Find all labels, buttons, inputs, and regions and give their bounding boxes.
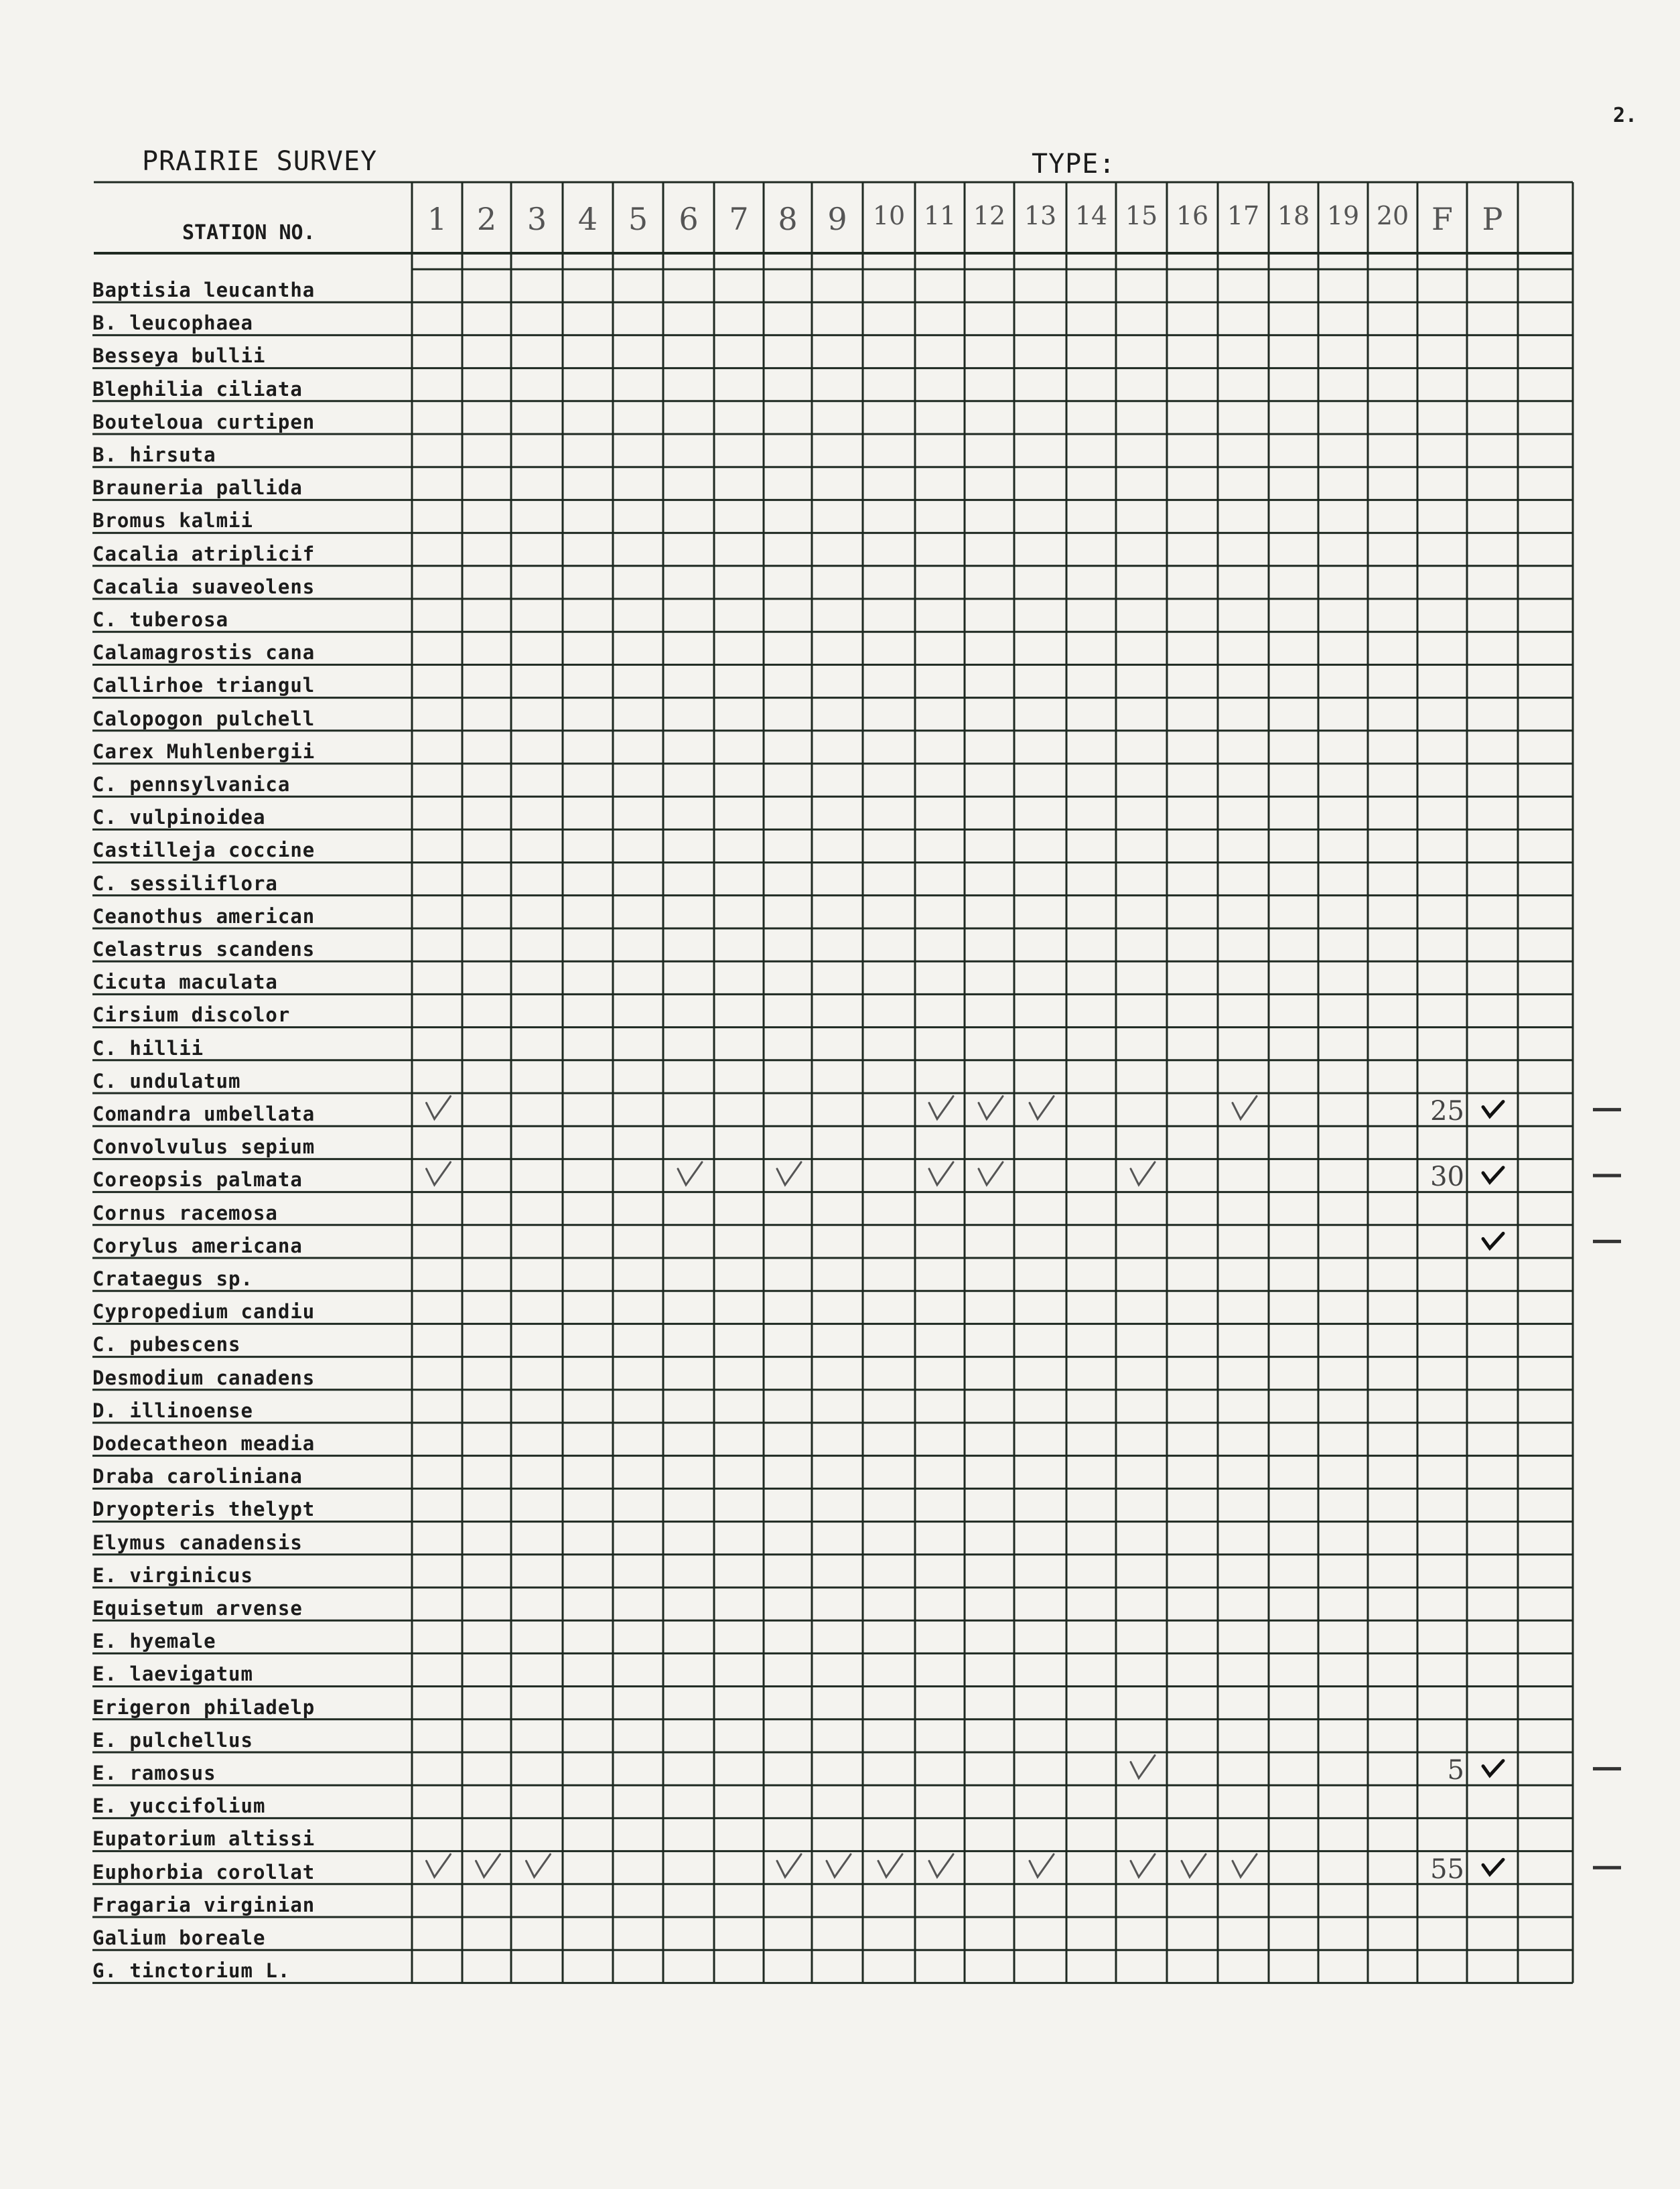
species-label: E. virginicus (92, 1563, 253, 1587)
station-check-icon (1131, 1756, 1155, 1778)
station-check-icon (427, 1854, 451, 1877)
species-label: C. sessiliflora (92, 871, 278, 895)
column-header: 4 (577, 201, 598, 237)
station-check-icon (878, 1854, 902, 1877)
column-header: 13 (1024, 201, 1057, 230)
station-check-icon (929, 1854, 953, 1877)
species-label: Ceanothus american (92, 904, 316, 928)
column-header: F (1431, 201, 1453, 237)
species-label: Dryopteris thelypt (92, 1498, 316, 1521)
presence-check-icon (1483, 1233, 1503, 1248)
species-label: Carex Muhlenbergii (92, 739, 316, 763)
frequency-value: 30 (1430, 1161, 1464, 1193)
species-label: C. vulpinoidea (92, 806, 266, 829)
species-label: Bromus kalmii (92, 509, 253, 533)
column-header: 10 (872, 201, 906, 230)
species-label: E. yuccifolium (92, 1794, 266, 1818)
species-label: Galium boreale (92, 1926, 266, 1949)
species-label: E. ramosus (92, 1762, 216, 1784)
station-check-icon (678, 1162, 702, 1185)
species-label: Corylus americana (92, 1234, 303, 1257)
station-check-icon (427, 1097, 451, 1119)
species-label: Calopogon pulchell (92, 707, 316, 730)
species-label: Cacalia atriplicif (92, 542, 316, 565)
station-check-icon (1131, 1854, 1155, 1877)
column-header: 19 (1326, 201, 1360, 230)
column-header: 8 (778, 201, 798, 237)
presence-check-icon (1483, 1102, 1503, 1117)
species-label: Elymus canadensis (92, 1531, 303, 1554)
column-header: 3 (527, 201, 547, 237)
species-label: Euphorbia corollat (92, 1860, 316, 1884)
type-label: TYPE: (1032, 149, 1116, 180)
station-check-icon (929, 1162, 953, 1185)
species-label: Dodecatheon meadia (92, 1432, 316, 1455)
column-header: 15 (1125, 201, 1158, 230)
column-header: P (1482, 201, 1503, 237)
species-label: Erigeron philadelp (92, 1695, 316, 1719)
species-label: Baptisia leucantha (92, 279, 316, 301)
species-label: Cypropedium candiu (92, 1300, 316, 1324)
species-label: G. tinctorium L. (92, 1959, 291, 1983)
station-check-icon (427, 1162, 451, 1185)
station-check-icon (979, 1162, 1003, 1185)
station-check-icon (1030, 1854, 1054, 1877)
column-header: 12 (973, 201, 1006, 230)
species-label: Calamagrostis cana (92, 641, 316, 664)
species-label: C. undulatum (92, 1069, 241, 1092)
species-label: Crataegus sp. (92, 1267, 253, 1290)
species-label: Callirhoe triangul (92, 674, 316, 697)
species-label: D. illinoense (92, 1399, 253, 1422)
column-header: 9 (827, 201, 847, 237)
page-title: PRAIRIE SURVEY (142, 146, 378, 177)
species-label: C. hillii (92, 1036, 204, 1060)
station-check-icon (929, 1097, 953, 1119)
species-label: C. pennsylvanica (92, 773, 291, 796)
column-header: 7 (729, 201, 749, 237)
species-label: Blephilia ciliata (92, 377, 303, 401)
presence-check-icon (1483, 1168, 1503, 1182)
page-number: 2. (1613, 104, 1638, 127)
species-label: Desmodium canadens (92, 1366, 316, 1389)
presence-check-icon (1483, 1859, 1503, 1874)
species-label: C. tuberosa (92, 608, 229, 631)
column-header: 16 (1176, 201, 1209, 230)
species-label: Besseya bullii (92, 344, 266, 368)
station-check-icon (476, 1854, 500, 1877)
column-header: 18 (1277, 201, 1310, 230)
species-label: Eupatorium altissi (92, 1827, 316, 1851)
station-check-icon (979, 1097, 1003, 1119)
column-header: 1 (427, 201, 447, 237)
species-label: Coreopsis palmata (92, 1168, 303, 1192)
column-header: 11 (923, 201, 957, 230)
frequency-value: 5 (1447, 1755, 1464, 1786)
station-label: STATION NO. (182, 221, 316, 244)
species-label: Fragaria virginian (92, 1893, 316, 1916)
station-check-icon (777, 1854, 801, 1877)
column-header: 2 (476, 201, 497, 237)
species-label: Bouteloua curtipen (92, 410, 316, 433)
frequency-value: 25 (1430, 1096, 1464, 1127)
station-check-icon (777, 1162, 801, 1185)
column-header: 14 (1074, 201, 1108, 230)
species-label: E. pulchellus (92, 1728, 253, 1752)
species-label: Cirsium discolor (92, 1003, 291, 1027)
column-header: 6 (679, 201, 699, 237)
species-label: Cacalia suaveolens (92, 575, 316, 598)
station-check-icon (827, 1854, 851, 1877)
species-label: C. pubescens (92, 1333, 241, 1356)
column-header: 17 (1227, 201, 1260, 230)
species-label: Cornus racemosa (92, 1201, 278, 1224)
species-label: Draba caroliniana (92, 1465, 303, 1488)
species-label: Comandra umbellata (92, 1103, 316, 1125)
species-label: Brauneria pallida (92, 476, 303, 500)
station-check-icon (1131, 1162, 1155, 1185)
species-label: B. hirsuta (92, 443, 216, 466)
species-label: E. hyemale (92, 1630, 216, 1653)
station-check-icon (527, 1854, 551, 1877)
species-label: E. laevigatum (92, 1663, 253, 1686)
station-check-icon (1030, 1097, 1054, 1119)
species-label: Equisetum arvense (92, 1597, 303, 1620)
species-label: Convolvulus sepium (92, 1135, 316, 1159)
column-header: 5 (628, 201, 648, 237)
column-header: 20 (1376, 201, 1409, 230)
station-check-icon (1233, 1854, 1257, 1877)
station-check-icon (1182, 1854, 1206, 1877)
presence-check-icon (1483, 1761, 1503, 1776)
species-label: Castilleja coccine (92, 839, 316, 862)
frequency-value: 55 (1430, 1853, 1464, 1885)
species-label: Celastrus scandens (92, 938, 316, 961)
station-check-icon (1233, 1097, 1257, 1119)
species-label: Cicuta maculata (92, 971, 278, 994)
species-label: B. leucophaea (92, 311, 253, 335)
